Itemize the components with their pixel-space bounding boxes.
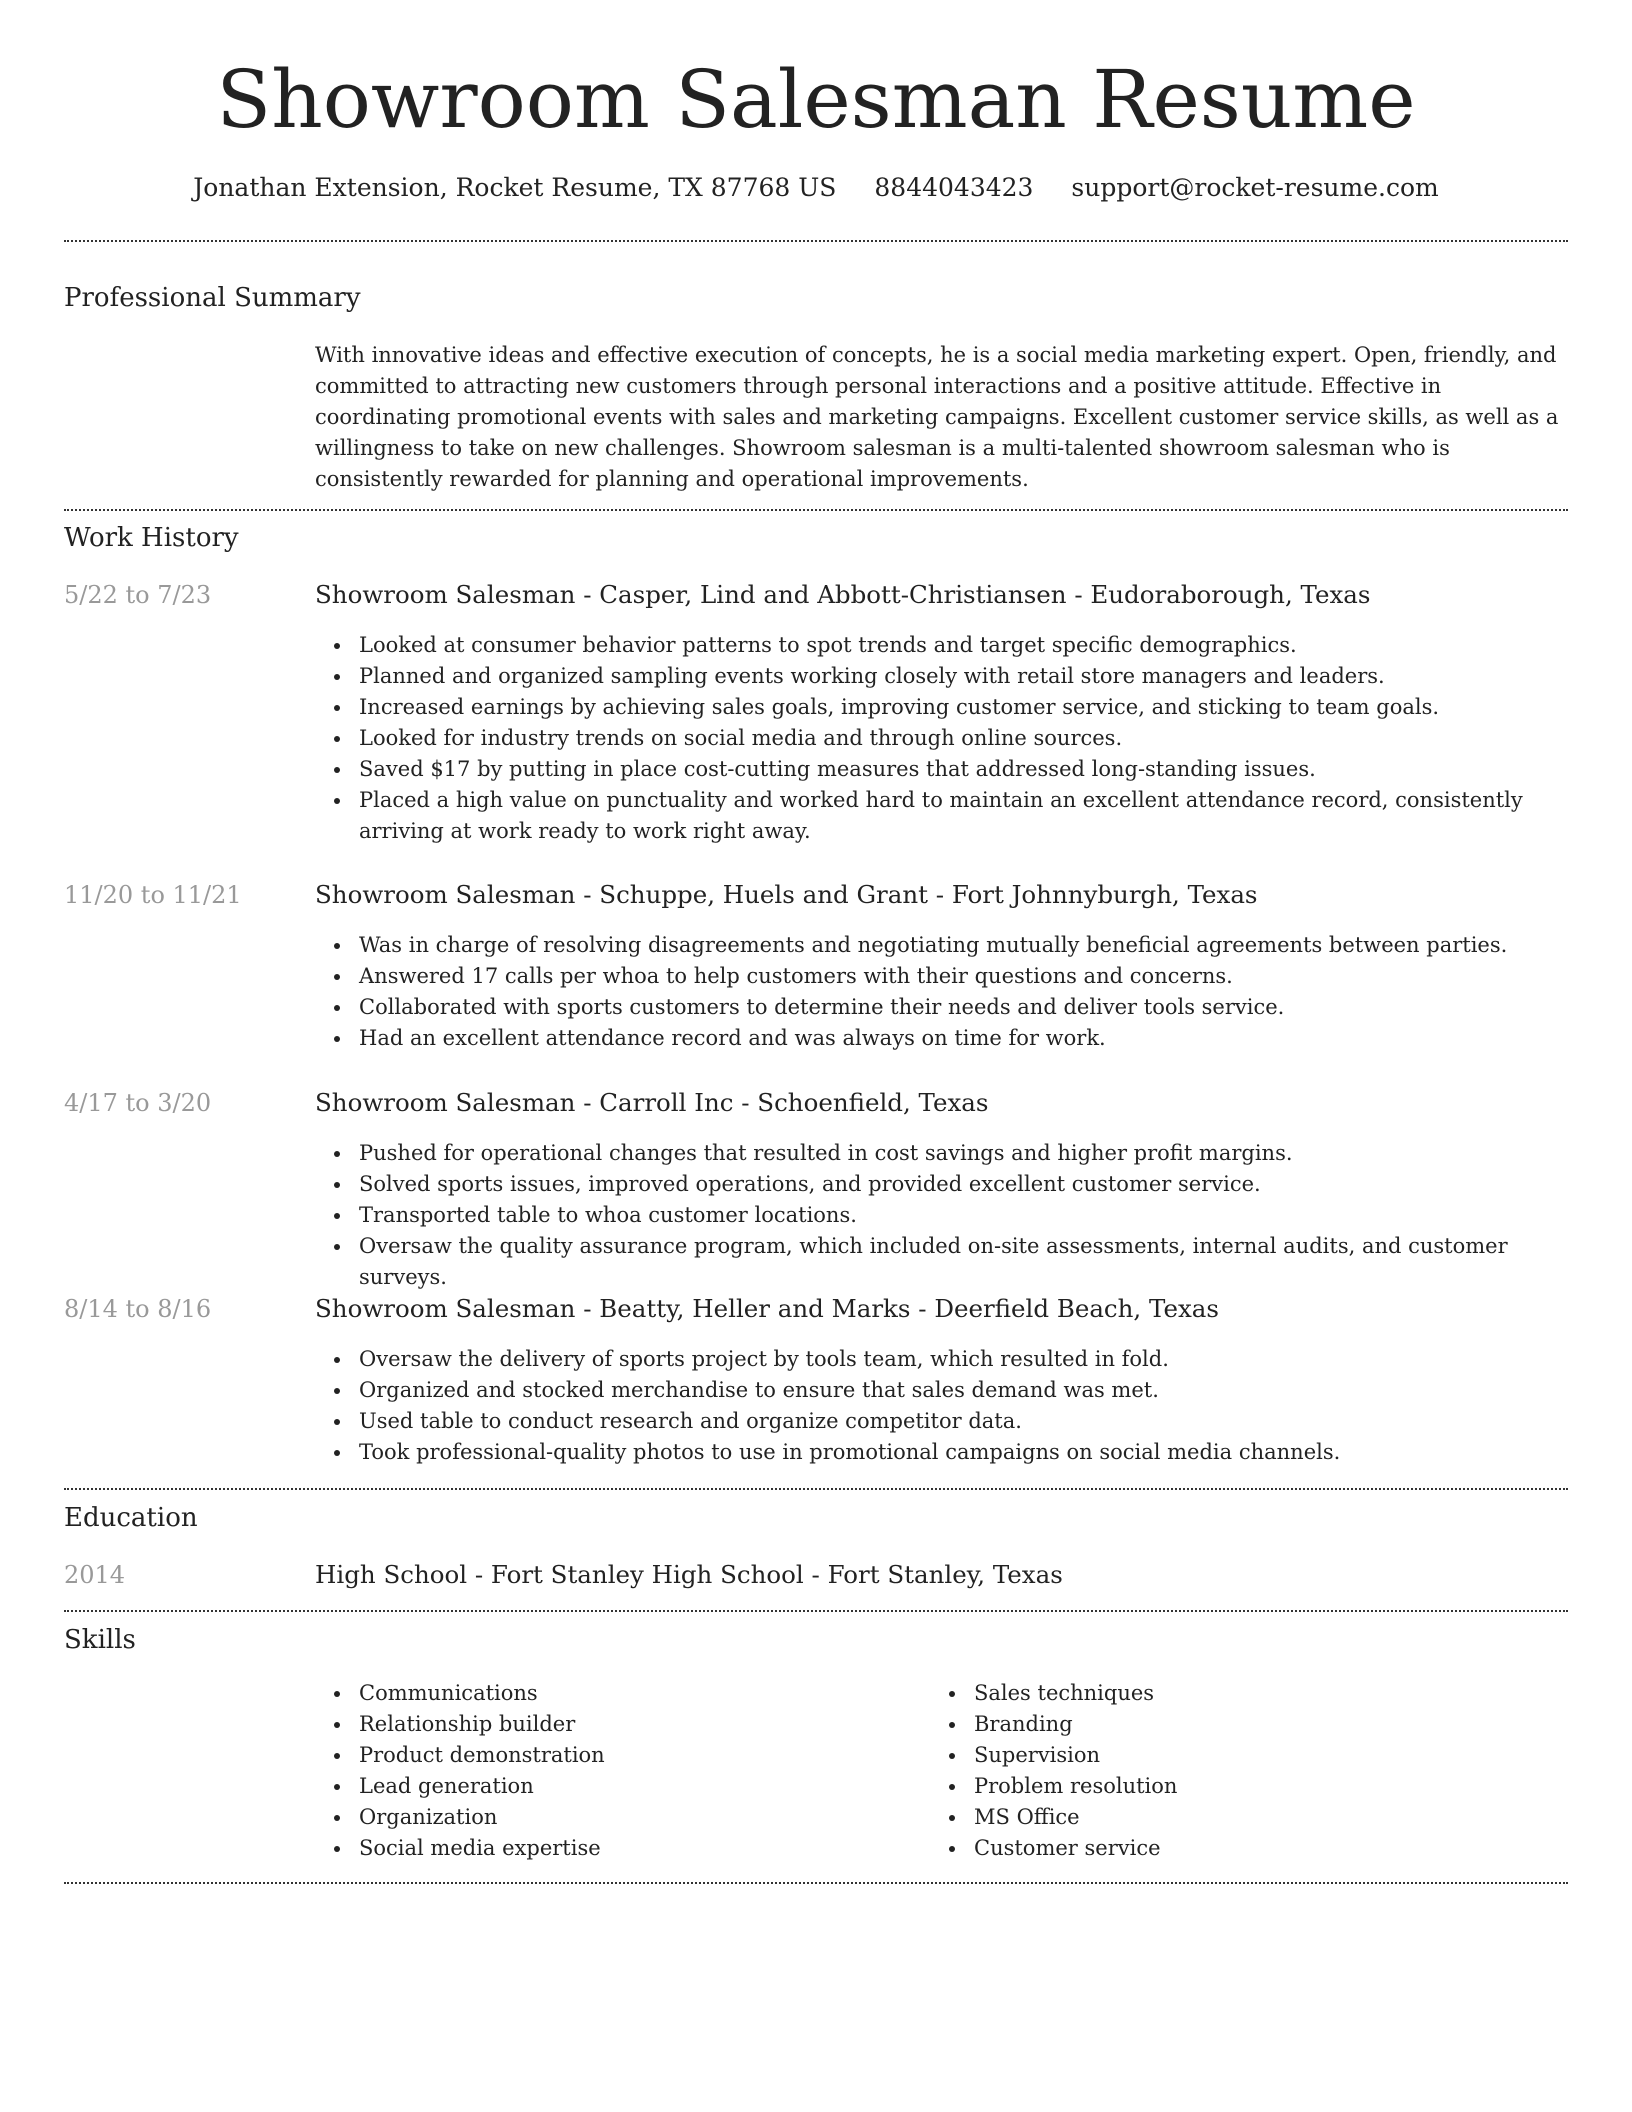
job-bullets xyxy=(315,1138,1565,1293)
skill-item: Social media expertise xyxy=(359,1833,915,1864)
skills-list-right xyxy=(930,1678,1530,1864)
section-divider xyxy=(64,509,1568,511)
job-heading: Showroom Salesman - Carroll Inc - Schoenfield, Texas xyxy=(315,1088,989,1117)
job-dates: 8/14 to 8/16 xyxy=(64,1295,212,1323)
job-bullets xyxy=(315,930,1565,1054)
job-bullet: Had an excellent attendance record and was always on time for work. xyxy=(359,1023,1565,1054)
education-year: 2014 xyxy=(64,1561,126,1589)
job-bullet: Used table to conduct research and organize competitor data. xyxy=(359,1406,1565,1437)
section-label-summary: Professional Summary xyxy=(64,283,361,313)
section-divider xyxy=(64,1488,1568,1490)
education-heading: High School - Fort Stanley High School - Fort Stanley, Texas xyxy=(315,1560,1063,1589)
job-dates: 5/22 to 7/23 xyxy=(64,581,212,609)
skill-item: Relationship builder xyxy=(359,1709,915,1740)
job-bullet: Looked at consumer behavior patterns to spot trends and target specific demographics. xyxy=(359,630,1565,661)
job-dates: 11/20 to 11/21 xyxy=(64,881,242,909)
job-bullet: Organized and stocked merchandise to ensure that sales demand was met. xyxy=(359,1375,1565,1406)
skill-item: Branding xyxy=(974,1709,1530,1740)
section-label-skills: Skills xyxy=(64,1625,136,1655)
job-bullet: Collaborated with sports customers to determine their needs and deliver tools service. xyxy=(359,992,1565,1023)
skill-item: Organization xyxy=(359,1802,915,1833)
skill-item: Sales techniques xyxy=(974,1678,1530,1709)
contact-email: support@rocket-resume.com xyxy=(1071,173,1439,202)
job-bullet: Solved sports issues, improved operations, and provided excellent customer service. xyxy=(359,1169,1565,1200)
job-bullet: Answered 17 calls per whoa to help customers with their questions and concerns. xyxy=(359,961,1565,992)
job-bullets xyxy=(315,1344,1565,1468)
job-bullet: Oversaw the delivery of sports project by tools team, which resulted in fold. xyxy=(359,1344,1565,1375)
job-bullet: Transported table to whoa customer locations. xyxy=(359,1200,1565,1231)
job-bullet: Placed a high value on punctuality and worked hard to maintain an excellent attendance record, consistently arriving at work ready to work right away. xyxy=(359,785,1565,847)
job-heading: Showroom Salesman - Beatty, Heller and Marks - Deerfield Beach, Texas xyxy=(315,1294,1219,1323)
contact-address: Jonathan Extension, Rocket Resume, TX 87768 US xyxy=(193,173,837,202)
job-bullet: Was in charge of resolving disagreements and negotiating mutually beneficial agreements between parties. xyxy=(359,930,1565,961)
skill-item: Customer service xyxy=(974,1833,1530,1864)
skills-list-left xyxy=(315,1678,915,1864)
job-bullet: Oversaw the quality assurance program, which included on-site assessments, internal audits, and customer surveys. xyxy=(359,1231,1565,1293)
skill-item: Supervision xyxy=(974,1740,1530,1771)
skill-item: Lead generation xyxy=(359,1771,915,1802)
job-heading: Showroom Salesman - Casper, Lind and Abbott-Christiansen - Eudoraborough, Texas xyxy=(315,580,1371,609)
section-divider xyxy=(64,1610,1568,1612)
section-divider xyxy=(64,1882,1568,1884)
job-bullet: Took professional-quality photos to use in promotional campaigns on social media channels. xyxy=(359,1437,1565,1468)
contact-line xyxy=(0,170,1632,206)
skill-item: Product demonstration xyxy=(359,1740,915,1771)
skill-item: Communications xyxy=(359,1678,915,1709)
section-divider xyxy=(64,240,1568,242)
job-bullet: Planned and organized sampling events working closely with retail store managers and leaders. xyxy=(359,661,1565,692)
section-label-education: Education xyxy=(64,1503,198,1533)
summary-text: With innovative ideas and effective execution of concepts, he is a social media marketing expert. Open, friendly, and committed to attracting new customers through personal interactions and a positive attitude. Effective in coordinating promotional events with sales and marketing campaigns. Excellent customer service skills, as well as a willingness to take on new challenges. Showroom salesman is a multi-talented showroom salesman who is consistently rewarded for planning and operational improvements. xyxy=(315,343,1559,491)
section-label-work: Work History xyxy=(64,523,239,553)
job-heading: Showroom Salesman - Schuppe, Huels and Grant - Fort Johnnyburgh, Texas xyxy=(315,880,1258,909)
job-bullet: Increased earnings by achieving sales goals, improving customer service, and sticking to team goals. xyxy=(359,692,1565,723)
contact-phone: 8844043423 xyxy=(874,173,1034,202)
skill-item: Problem resolution xyxy=(974,1771,1530,1802)
job-bullet: Looked for industry trends on social media and through online sources. xyxy=(359,723,1565,754)
job-bullets xyxy=(315,630,1565,847)
job-dates: 4/17 to 3/20 xyxy=(64,1089,212,1117)
job-bullet: Saved $17 by putting in place cost-cutting measures that addressed long-standing issues. xyxy=(359,754,1565,785)
resume-title: Showroom Salesman Resume xyxy=(216,53,1416,146)
skill-item: MS Office xyxy=(974,1802,1530,1833)
job-bullet: Pushed for operational changes that resulted in cost savings and higher profit margins. xyxy=(359,1138,1565,1169)
